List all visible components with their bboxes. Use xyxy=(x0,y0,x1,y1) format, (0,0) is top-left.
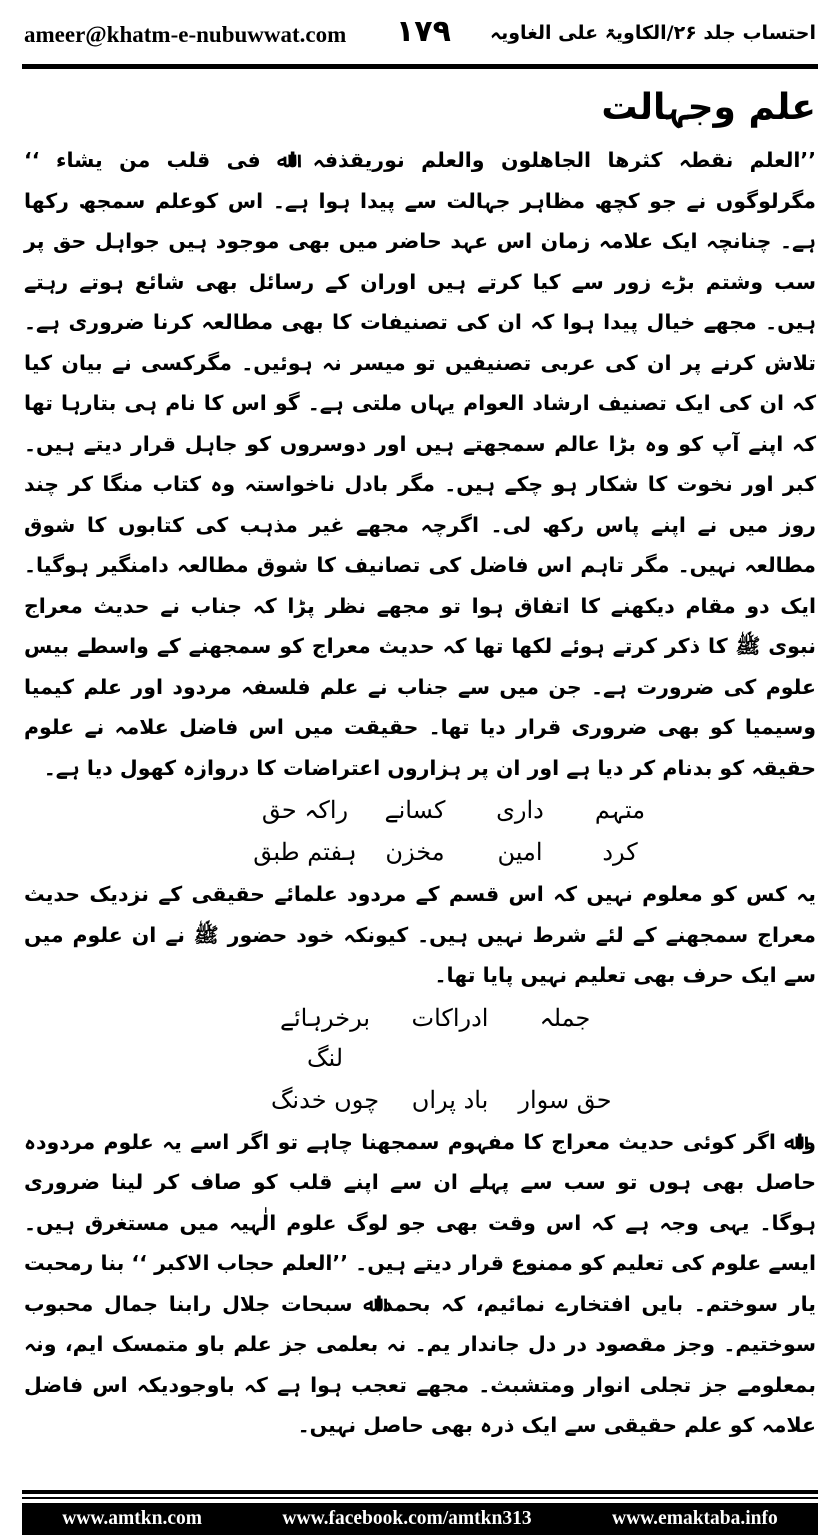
footer-link-website[interactable]: www.amtkn.com xyxy=(62,1508,202,1529)
verse-word: کسانے xyxy=(384,796,446,824)
paragraph-1: ’’العلم نقطہ کثرھا الجاھلون والعلم نوریقذفہ اﷲ فی قلب من یشاء ‘‘ مگرلوگوں نے جو کچھ مظاہر جہالت سے پیدا ہوا ہے۔ اس کوعلم سمجھ رکھا ہے۔ چنانچہ ایک علامہ زمان اس عہد حاضر میں بھی موجود ہیں جواہل حق پر سب وشتم بڑے زور سے کیا کرتے ہیں اوران کے رسائل بھی شائع ہوتے رہتے ہیں۔ مجھے خیال پیدا ہوا کہ ان کی تصنیفات کا بھی مطالعہ کرنا ضروری ہے۔ تلاش کرنے پر ان کی عربی تصنیفیں تو میسر نہ ہوئیں۔ مگرکسی نے بیان کیا کہ ان کی ایک تصنیف ارشاد العوام یہاں ملتی ہے۔ گو اس کا نام ہی بتارہا تھا کہ اپنے آپ کو وہ بڑا عالم سمجھتے ہیں اور دوسروں کو جاہل قرار دیتے ہیں۔ کبر اور نخوت کا شکار ہو چکے ہیں۔ مگر بادل ناخواستہ وہ کتاب منگا کر چند روز میں نے اپنے پاس رکھ لی۔ اگرچہ مجھے غیر مذہب کی کتابوں کا شوق مطالعہ نہیں۔ مگر تاہم اس فاضل کی تصانیف کا شوق مطالعہ دامنگیر ہوگیا۔ ایک دو مقام دیکھنے کا اتفاق ہوا تو مجھے نظر پڑا کہ جناب نے حدیث معراج نبوی ﷺ کا ذکر کرتے ہوئے لکھا تھا کہ حدیث معراج کو سمجھنے کے واسطے بیس علوم کی ضرورت ہے۔ جن میں سے جناب نے علم فلسفہ مردود اور علم کیمیا وسیمیا کو بھی ضروری قرار دیا تھا۔ حقیقت میں اس فاضل علامہ نے علوم حقیقہ کو بدنام کر دیا ہے اور ان پر ہزاروں اعتراضات کا دروازہ کھول دیا ہے۔ xyxy=(24,148,816,780)
verse-1-line-1 xyxy=(24,790,816,830)
page-header xyxy=(24,14,816,58)
footer-divider-thin xyxy=(22,1497,818,1499)
section-heading: علم وجہالت xyxy=(601,87,816,128)
verse-word: حق سوار xyxy=(518,1085,612,1114)
verse-word: کرد xyxy=(602,838,638,866)
paragraph-3: واﷲ اگر کوئی حدیث معراج کا مفہوم سمجھنا چاہے تو اگر اسے یہ علوم مردودہ حاصل بھی ہوں تو سب سے پہلے ان سے اپنے قلب کو صاف کر لینا ضروری ہوگا۔ یہی وجہ ہے کہ اس وقت بھی جو لوگ علوم الٰہیہ میں مستغرق ہیں۔ ایسے علوم کی تعلیم کو ممنوع قرار دیتے ہیں۔ ’’العلم حجاب الاکبر ‘‘ بنا رمحبت یار سوختم۔ بایں افتخارے نمائیم، کہ بحمداﷲ سبحات جلال رابنا جمال محبوب سوختیم۔ وجز مقصود در دل جاندار یم۔ نہ بعلمی جز علم باو متمسک ایم، ونہ بمعلومے جز تجلی انوار ومتشبث۔ مجھے تعجب ہوا ہے کہ باوجودیکہ اس فاضل علامہ کو علم حقیقی سے ایک ذرہ بھی حاصل نہیں۔ xyxy=(24,1129,816,1437)
verse-2-line-2 xyxy=(24,1080,816,1120)
header-divider xyxy=(22,64,818,69)
verse-word: امین xyxy=(497,838,543,866)
footer-link-facebook[interactable]: www.facebook.com/amtkn313 xyxy=(282,1508,532,1529)
verse-word: راکہ حق xyxy=(261,796,349,824)
verse-word: داری xyxy=(496,796,544,824)
footer-divider-thick xyxy=(22,1490,818,1494)
header-email[interactable]: ameer@khatm-e-nubuwwat.com xyxy=(24,22,347,47)
verse-word: مخزن xyxy=(385,838,445,866)
verse-word: برخرہائے لنگ xyxy=(279,1003,371,1072)
verse-2-line-1 xyxy=(24,998,816,1078)
footer-link-emaktaba[interactable]: www.emaktaba.info xyxy=(612,1508,778,1529)
verse-word: متہم xyxy=(594,796,646,824)
verse-word: ادراکات xyxy=(411,1003,489,1032)
paragraph-2: یہ کس کو معلوم نہیں کہ اس قسم کے مردود علمائے حقیقی کے نزدیک حدیث معراج سمجھنے کے لئے شرط نہیں ہیں۔ کیونکہ خود حضور ﷺ نے ان علوم میں سے ایک حرف بھی تعلیم نہیں پایا تھا۔ xyxy=(24,882,816,987)
running-title: احتساب جلد ۲۶/الکاویۃ علی الغاویہ xyxy=(489,22,816,44)
verse-word: جملہ xyxy=(539,1003,591,1032)
verse-word: چوں خدنگ xyxy=(270,1085,380,1114)
verse-word: ہفتم طبق xyxy=(253,838,357,866)
page-body xyxy=(24,80,816,1446)
page-number: ۱۷۹ xyxy=(396,14,451,49)
footer-bar xyxy=(22,1503,818,1535)
verse-1-line-2 xyxy=(24,832,816,872)
verse-word: باد پراں xyxy=(411,1085,489,1114)
